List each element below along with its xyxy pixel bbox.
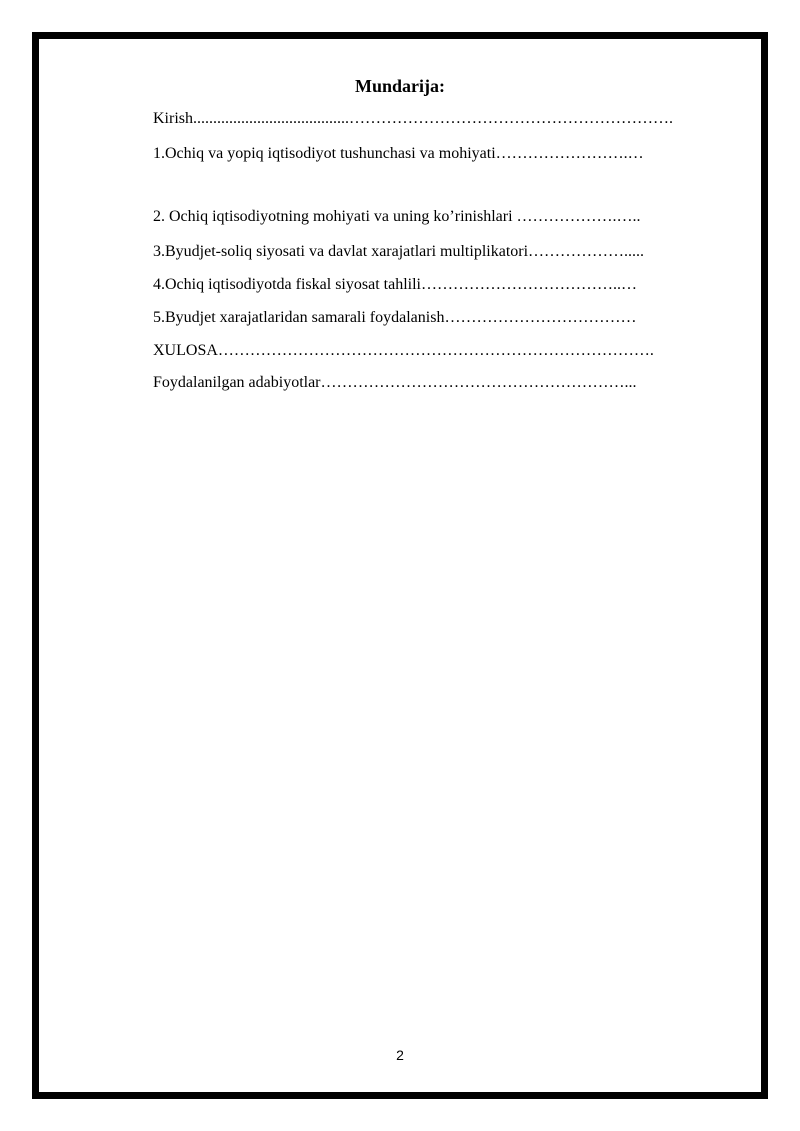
page-number: 2 [396, 1047, 404, 1063]
page-border [32, 32, 768, 1099]
toc-entry-conclusion: XULOSA………………………………………………………………………. [153, 342, 654, 359]
toc-entry-4: 4.Ochiq iqtisodiyotda fiskal siyosat tahlili………………………………..… [153, 276, 637, 293]
toc-entry-1: 1.Ochiq va yopiq iqtisodiyot tushunchasi va mohiyati…………………….… [153, 145, 644, 162]
toc-entry-2: 2. Ochiq iqtisodiyotning mohiyati va uning ko’rinishlari ……………….….. [153, 208, 641, 225]
toc-title: Mundarija: [355, 76, 445, 96]
toc-entry-3: 3.Byudjet-soliq siyosati va davlat xarajatlari multiplikatori………………..... [153, 243, 645, 260]
toc-entry-references: Foydalanilgan adabiyotlar…………………………………………………... [153, 374, 637, 391]
toc-entry-5: 5.Byudjet xarajatlaridan samarali foydalanish……………………………… [153, 309, 637, 326]
toc-entry-introduction: Kirish.......................................……………………………………………………. [153, 110, 673, 127]
